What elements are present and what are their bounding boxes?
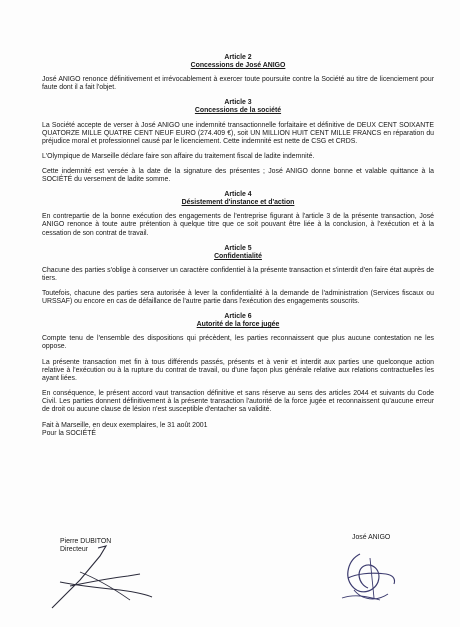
article-heading: Article 6 [224,313,252,321]
article-2 [42,54,434,92]
article-paragraph: La Société accepte de verser à José ANIGO une indemnité transactionnelle forfaitaire et définitive de DEUX CENT SOIXANTE QUATORZE MILLE QUATRE CENT NEUF EURO (274.409 €), soit UN MILLION HUIT CENT MILLE FRANCS en réparation du préjudice moral et professionnel causé par le licenciement. Cette indemnité est nette de CSG et CRDS. [42,121,434,145]
left-signatory-name: Pierre DUBITON [60,538,112,545]
article-paragraph: En conséquence, le présent accord vaut transaction définitive et sans réserve au sens des articles 2044 et suivants du Code Civil. Les parties donnent définitivement à la présente transaction l'autorité de la force jugée et reconnaissent qu'aucune erreur de droit ou aucune clause de lésion n'est susceptible d'entacher sa validité. [42,389,434,413]
right-signatory [352,534,390,542]
article-paragraph: Toutefois, chacune des parties sera autorisée à lever la confidentialité à la demande de l'administration (Services fiscaux ou URSSAF) ou encore en cas de défaillance de l'autre partie dans l'exécution des engagements souscrits. [42,289,434,306]
closing-block [42,422,434,438]
document-body [42,54,434,438]
article-paragraph: L'Olympique de Marseille déclare faire son affaire du traitement fiscal de ladite indemnité. [42,152,315,160]
article-paragraph: José ANIGO renonce définitivement et irrévocablement à exercer toute poursuite contre la Société au titre de licenciement pour faute dont il a fait l'objet. [42,76,434,92]
article-6 [42,313,434,414]
article-3 [42,99,434,184]
article-4 [42,191,434,237]
article-title: Concessions de la société [194,107,282,115]
article-heading: Article 3 [224,99,252,107]
article-title: Concessions de José ANIGO [190,62,286,70]
article-paragraph: La présente transaction met fin à tous différends passés, présents et à venir et interdit aux parties une quelconque action relative à l'exécution ou à la rupture du contrat de travail, ou d'une façon plus générale relative aux relations contractuelles les ayant liées. [42,358,434,382]
article-title: Autorité de la force jugée [196,321,280,329]
right-signatory-name: José ANIGO [352,534,391,541]
article-5 [42,245,434,307]
article-paragraph: Chacune des parties s'oblige à conserver un caractère confidentiel à la présente transaction et s'interdit d'en faire état auprès de tiers. [42,266,434,282]
for-company-line: Pour la SOCIÉTÉ [42,430,96,438]
article-heading: Article 2 [224,54,252,61]
left-handwritten-signature [40,542,160,612]
article-title: Désistement d'instance et d'action [181,199,295,207]
article-title: Confidentialité [214,252,262,260]
right-handwritten-signature [330,548,410,608]
article-heading: Article 4 [224,191,252,199]
place-date-line: Fait à Marseille, en deux exemplaires, le 31 août 2001 [42,422,208,430]
article-paragraph: En contrepartie de la bonne exécution des engagements de l'entreprise figurant à l'article 3 de la présente transaction, José ANIGO renonce à toute autre prétention à quelque titre que ce soit pouvant être liée à la conclusion, à l'exécution et à la cessation de son contrat de travail. [42,213,434,237]
article-paragraph: Cette indemnité est versée à la date de la signature des présentes ; José ANIGO donne bonne et valable quittance à la SOCIÉTÉ du versement de ladite somme. [42,167,434,184]
left-signatory-role: Directeur [60,546,88,554]
article-paragraph: Compte tenu de l'ensemble des dispositions qui précèdent, les parties reconnaissent que plus aucune contestation ne les oppose. [42,335,434,351]
article-heading: Article 5 [224,244,252,252]
